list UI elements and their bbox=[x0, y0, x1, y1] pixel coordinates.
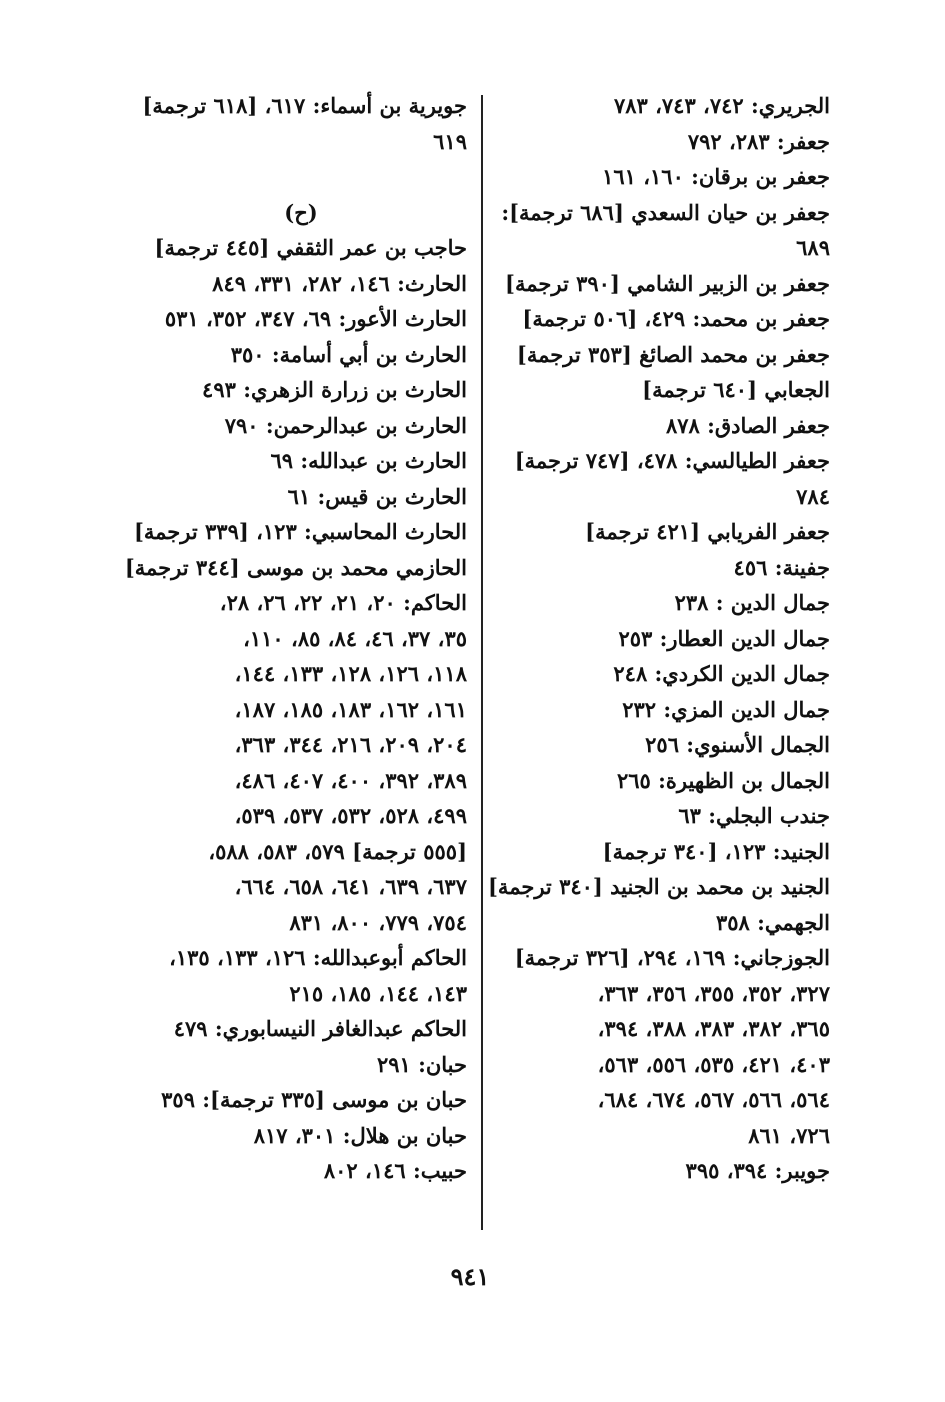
index-entry: ١١٨، ١٢٦، ١٢٨، ١٣٣، ١٤٤، bbox=[234, 661, 467, 686]
index-entry: جعفر بن الزبير الشامي [٣٩٠ ترجمة] bbox=[505, 270, 830, 296]
index-entry: الحارث بن زرارة الزهري: ٤٩٣ bbox=[202, 377, 467, 402]
index-entry: ٣٦٥، ٣٨٢، ٣٨٣، ٣٨٨، ٣٩٤، bbox=[597, 1016, 830, 1041]
index-column-left bbox=[124, 88, 467, 1189]
index-entry: الجنيد: ١٢٣، [٣٤٠ ترجمة] bbox=[602, 838, 830, 864]
index-entry: الحارث بن أبي أسامة: ٣٥٠ bbox=[230, 341, 467, 367]
index-entry: الحازمي محمد بن موسى [٣٤٤ ترجمة] bbox=[124, 554, 467, 580]
index-entry: ١٦١، ١٦٢، ١٨٣، ١٨٥، ١٨٧، bbox=[234, 696, 467, 722]
index-entry: جعفر: ٢٨٣، ٧٩٢ bbox=[687, 128, 830, 154]
index-entry: ١٤٣، ١٤٤، ١٨٥، ٢١٥ bbox=[289, 980, 467, 1006]
index-entry: الحارث بن عبدالله: ٦٩ bbox=[270, 448, 467, 473]
index-column-right bbox=[488, 88, 830, 1189]
index-entry: الحاكم عبدالغافر النيسابوري: ٤٧٩ bbox=[173, 1016, 467, 1041]
index-entry: حبان: ٢٩١ bbox=[376, 1051, 467, 1077]
index-entry: ٦٨٩ bbox=[796, 235, 830, 260]
index-entry: حبان بن موسى [٣٣٥ ترجمة]: ٣٥٩ bbox=[161, 1087, 467, 1112]
index-entry: الحارث المحاسبي: ١٢٣، [٣٣٩ ترجمة] bbox=[133, 519, 467, 544]
index-entry: الحاكم: ٢٠، ٢١، ٢٢، ٢٦، ٢٨، bbox=[219, 590, 467, 615]
index-entry: الجعابي [٦٤٠ ترجمة] bbox=[642, 377, 830, 402]
index-entry: جعفر الطيالسي: ٤٧٨، [٧٤٧ ترجمة] bbox=[514, 448, 830, 473]
index-entry: الجريري: ٧٤٢، ٧٤٣، ٧٨٣ bbox=[613, 93, 830, 118]
index-entry: ٣٥، ٣٧، ٤٦، ٨٤، ٨٥، ١١٠، bbox=[243, 625, 467, 651]
index-entry: جفينة: ٤٥٦ bbox=[733, 554, 830, 580]
index-entry: جويرية بن أسماء: ٦١٧، [٦١٨ ترجمة] bbox=[142, 93, 467, 118]
index-entry: ٧٥٤، ٧٧٩، ٨٠٠، ٨٣١ bbox=[289, 909, 467, 935]
index-entry: الجهمي: ٣٥٨ bbox=[715, 909, 830, 935]
index-entry: ٤٩٩، ٥٢٨، ٥٣٢، ٥٣٧، ٥٣٩، bbox=[234, 803, 467, 828]
index-entry: جعفر الفريابي [٤٢١ ترجمة] bbox=[585, 519, 830, 544]
index-entry: ٧٨٤ bbox=[796, 483, 830, 509]
index-entry: الجمال الأسنوي: ٢٥٦ bbox=[645, 732, 830, 757]
index-entry: الجمال بن الظهيرة: ٢٦٥ bbox=[616, 767, 830, 793]
index-entry: الحاكم أبوعبدالله: ١٢٦، ١٣٣، ١٣٥، bbox=[169, 945, 467, 970]
index-entry: جعفر بن محمد: ٤٢٩، [٥٠٦ ترجمة] bbox=[522, 306, 830, 331]
index-entry: جمال الدين العطار: ٢٥٣ bbox=[618, 625, 830, 651]
index-entry: الحارث بن قيس: ٦١ bbox=[287, 483, 467, 509]
section-heading: (ح) bbox=[284, 199, 318, 225]
index-entry: جمال الدين الكردي: ٢٤٨ bbox=[613, 661, 830, 686]
index-entry: جعفر بن حيان السعدي [٦٨٦ ترجمة]: bbox=[501, 199, 830, 225]
index-entry: ٣٢٧، ٣٥٢، ٣٥٥، ٣٥٦، ٣٦٣، bbox=[597, 980, 830, 1006]
index-entry: الحارث بن عبدالرحمن: ٧٩٠ bbox=[224, 412, 467, 438]
index-entry: الجوزجاني: ١٦٩، ٢٩٤، [٣٢٦ ترجمة] bbox=[514, 945, 830, 970]
index-entry: الحارث الأعور: ٦٩، ٣٤٧، ٣٥٢، ٥٣١ bbox=[164, 306, 467, 331]
index-entry: ٣٨٩، ٣٩٢، ٤٠٠، ٤٠٧، ٤٨٦، bbox=[234, 767, 467, 793]
index-entry: ٤٠٣، ٤٢١، ٥٣٥، ٥٥٦، ٥٦٣، bbox=[597, 1051, 830, 1077]
column-divider bbox=[481, 95, 483, 1230]
index-entry: جعفر بن محمد الصائغ [٣٥٣ ترجمة] bbox=[516, 341, 830, 367]
index-entry: [٥٥٥ ترجمة] ٥٧٩، ٥٨٣، ٥٨٨، bbox=[208, 838, 467, 864]
index-entry: ٢٠٤، ٢٠٩، ٢١٦، ٣٤٤، ٣٦٣، bbox=[234, 732, 467, 757]
index-entry: جويبر: ٣٩٤، ٣٩٥ bbox=[685, 1158, 830, 1183]
index-entry: حبان بن هلال: ٣٠١، ٨١٧ bbox=[253, 1122, 467, 1148]
index-entry: ٧٢٦، ٨٦١ bbox=[748, 1122, 830, 1148]
index-entry: جمال الدين المزي: ٢٣٢ bbox=[622, 696, 830, 722]
index-entry: ٦٣٧، ٦٣٩، ٦٤١، ٦٥٨، ٦٦٤، bbox=[234, 874, 467, 899]
index-entry bbox=[135, 159, 467, 195]
index-entry: جمال الدين : ٢٣٨ bbox=[674, 590, 830, 615]
index-entry: حاجب بن عمر الثقفي [٤٤٥ ترجمة] bbox=[154, 235, 467, 260]
index-entry: الحارث: ١٤٦، ٢٨٢، ٣٣١، ٨٤٩ bbox=[212, 270, 467, 296]
index-entry: جعفر بن برقان: ١٦٠، ١٦١ bbox=[602, 164, 830, 189]
index-entry: ٦١٩ bbox=[433, 128, 467, 154]
index-entry: جعفر الصادق: ٨٧٨ bbox=[665, 412, 830, 438]
index-entry: حبيب: ١٤٦، ٨٠٢ bbox=[323, 1158, 467, 1183]
index-entry: ٥٦٤، ٥٦٦، ٥٦٧، ٦٧٤، ٦٨٤، bbox=[597, 1087, 830, 1112]
index-entry: جندب البجلي: ٦٣ bbox=[678, 803, 830, 828]
index-entry: الجنيد بن محمد بن الجنيد [٣٤٠ ترجمة] bbox=[488, 874, 830, 899]
page-number: ٩٤١ bbox=[450, 1262, 490, 1291]
